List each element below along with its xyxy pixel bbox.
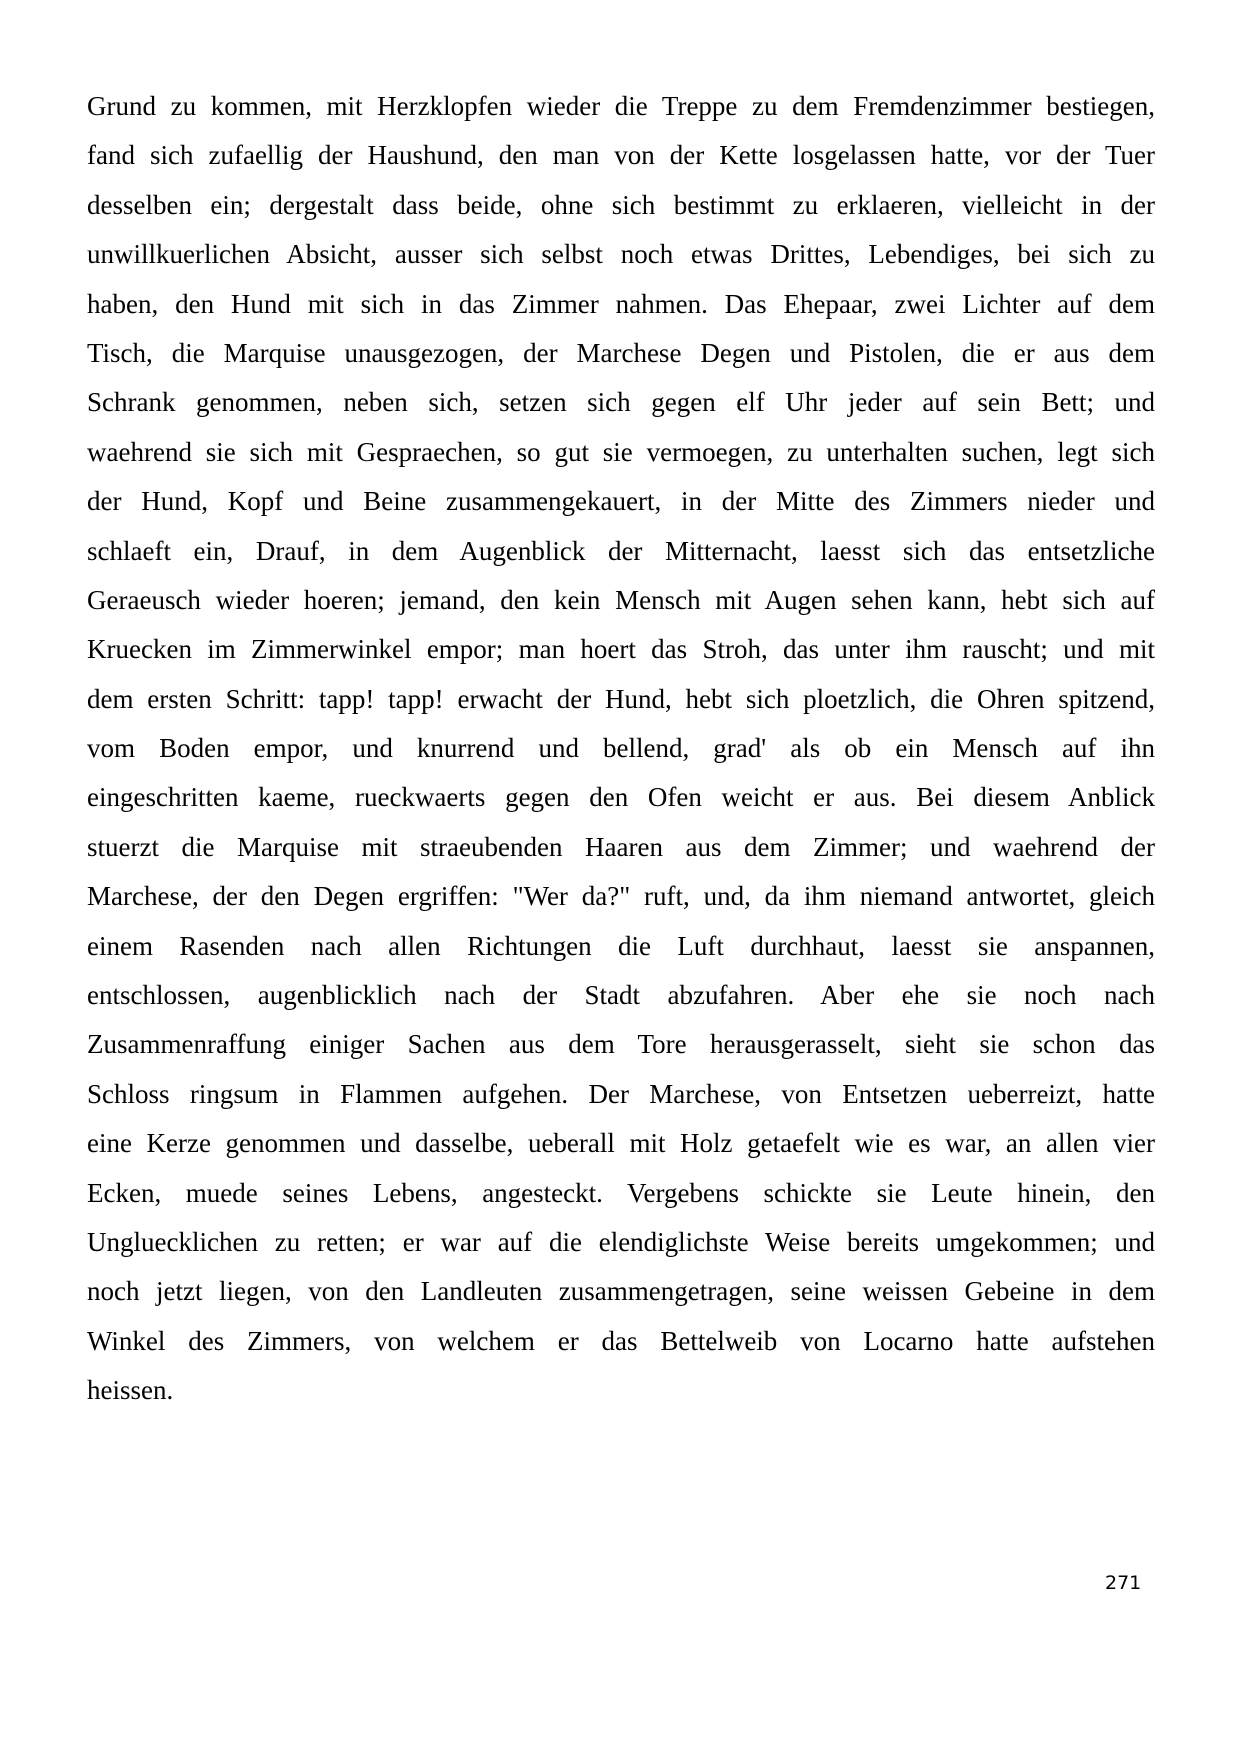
text-line: eingeschritten kaeme, rueckwaerts gegen den Ofen weicht er aus. Bei diesem Anblick	[87, 782, 1155, 813]
text-line: Ecken, muede seines Lebens, angesteckt. Vergebens schickte sie Leute hinein, den	[87, 1177, 1155, 1208]
text-line: unwillkuerlichen Absicht, ausser sich selbst noch etwas Drittes, Lebendiges, bei sich zu	[87, 239, 1155, 270]
text-line: Grund zu kommen, mit Herzklopfen wieder die Treppe zu dem Fremdenzimmer bestiegen,	[87, 91, 1155, 121]
text-line: der Hund, Kopf und Beine zusammengekauert, in der Mitte des Zimmers nieder und	[87, 486, 1155, 517]
text-line: einem Rasenden nach allen Richtungen die Luft durchhaut, laesst sie anspannen,	[87, 930, 1155, 961]
text-line: noch jetzt liegen, von den Landleuten zusammengetragen, seine weissen Gebeine in dem	[87, 1276, 1155, 1307]
text-line: waehrend sie sich mit Gespraechen, so gut sie vermoegen, zu unterhalten suchen, legt sich	[87, 436, 1155, 467]
text-line: fand sich zufaellig der Haushund, den man von der Kette losgelassen hatte, vor der Tuer	[87, 140, 1155, 171]
text-line: eine Kerze genommen und dasselbe, ueberall mit Holz getaefelt wie es war, an allen vier	[87, 1128, 1155, 1159]
body-text	[87, 82, 1155, 1416]
text-line: Schrank genommen, neben sich, setzen sich gegen elf Uhr jeder auf sein Bett; und	[87, 387, 1155, 418]
text-line: Zusammenraffung einiger Sachen aus dem Tore herausgerasselt, sieht sie schon das	[87, 1029, 1155, 1060]
text-line: Geraeusch wieder hoeren; jemand, den kein Mensch mit Augen sehen kann, hebt sich auf	[87, 584, 1155, 615]
text-line: stuerzt die Marquise mit straeubenden Haaren aus dem Zimmer; und waehrend der	[87, 831, 1155, 862]
text-line: schlaeft ein, Drauf, in dem Augenblick der Mitternacht, laesst sich das entsetzliche	[87, 535, 1155, 566]
text-line: Ungluecklichen zu retten; er war auf die elendiglichste Weise bereits umgekommen; und	[87, 1226, 1155, 1257]
text-line: Winkel des Zimmers, von welchem er das Bettelweib von Locarno hatte aufstehen	[87, 1325, 1155, 1356]
text-line: vom Boden empor, und knurrend und bellend, grad' als ob ein Mensch auf ihn	[87, 733, 1155, 764]
text-line: heissen.	[87, 1375, 174, 1406]
text-line: entschlossen, augenblicklich nach der Stadt abzufahren. Aber ehe sie noch nach	[87, 980, 1155, 1011]
text-line: desselben ein; dergestalt dass beide, ohne sich bestimmt zu erklaeren, vielleicht in der	[87, 189, 1155, 220]
text-line: Marchese, der den Degen ergriffen: "Wer da?" ruft, und, da ihm niemand antwortet, gleich	[87, 881, 1155, 912]
page-number: 271	[1105, 1572, 1142, 1594]
text-line: dem ersten Schritt: tapp! tapp! erwacht der Hund, hebt sich ploetzlich, die Ohren spitzend,	[87, 683, 1155, 714]
text-line: Tisch, die Marquise unausgezogen, der Marchese Degen und Pistolen, die er aus dem	[87, 337, 1155, 368]
text-line: Schloss ringsum in Flammen aufgehen. Der Marchese, von Entsetzen ueberreizt, hatte	[87, 1078, 1155, 1109]
text-line: Kruecken im Zimmerwinkel empor; man hoert das Stroh, das unter ihm rauscht; und mit	[87, 634, 1155, 665]
text-line: haben, den Hund mit sich in das Zimmer nahmen. Das Ehepaar, zwei Lichter auf dem	[87, 288, 1155, 319]
